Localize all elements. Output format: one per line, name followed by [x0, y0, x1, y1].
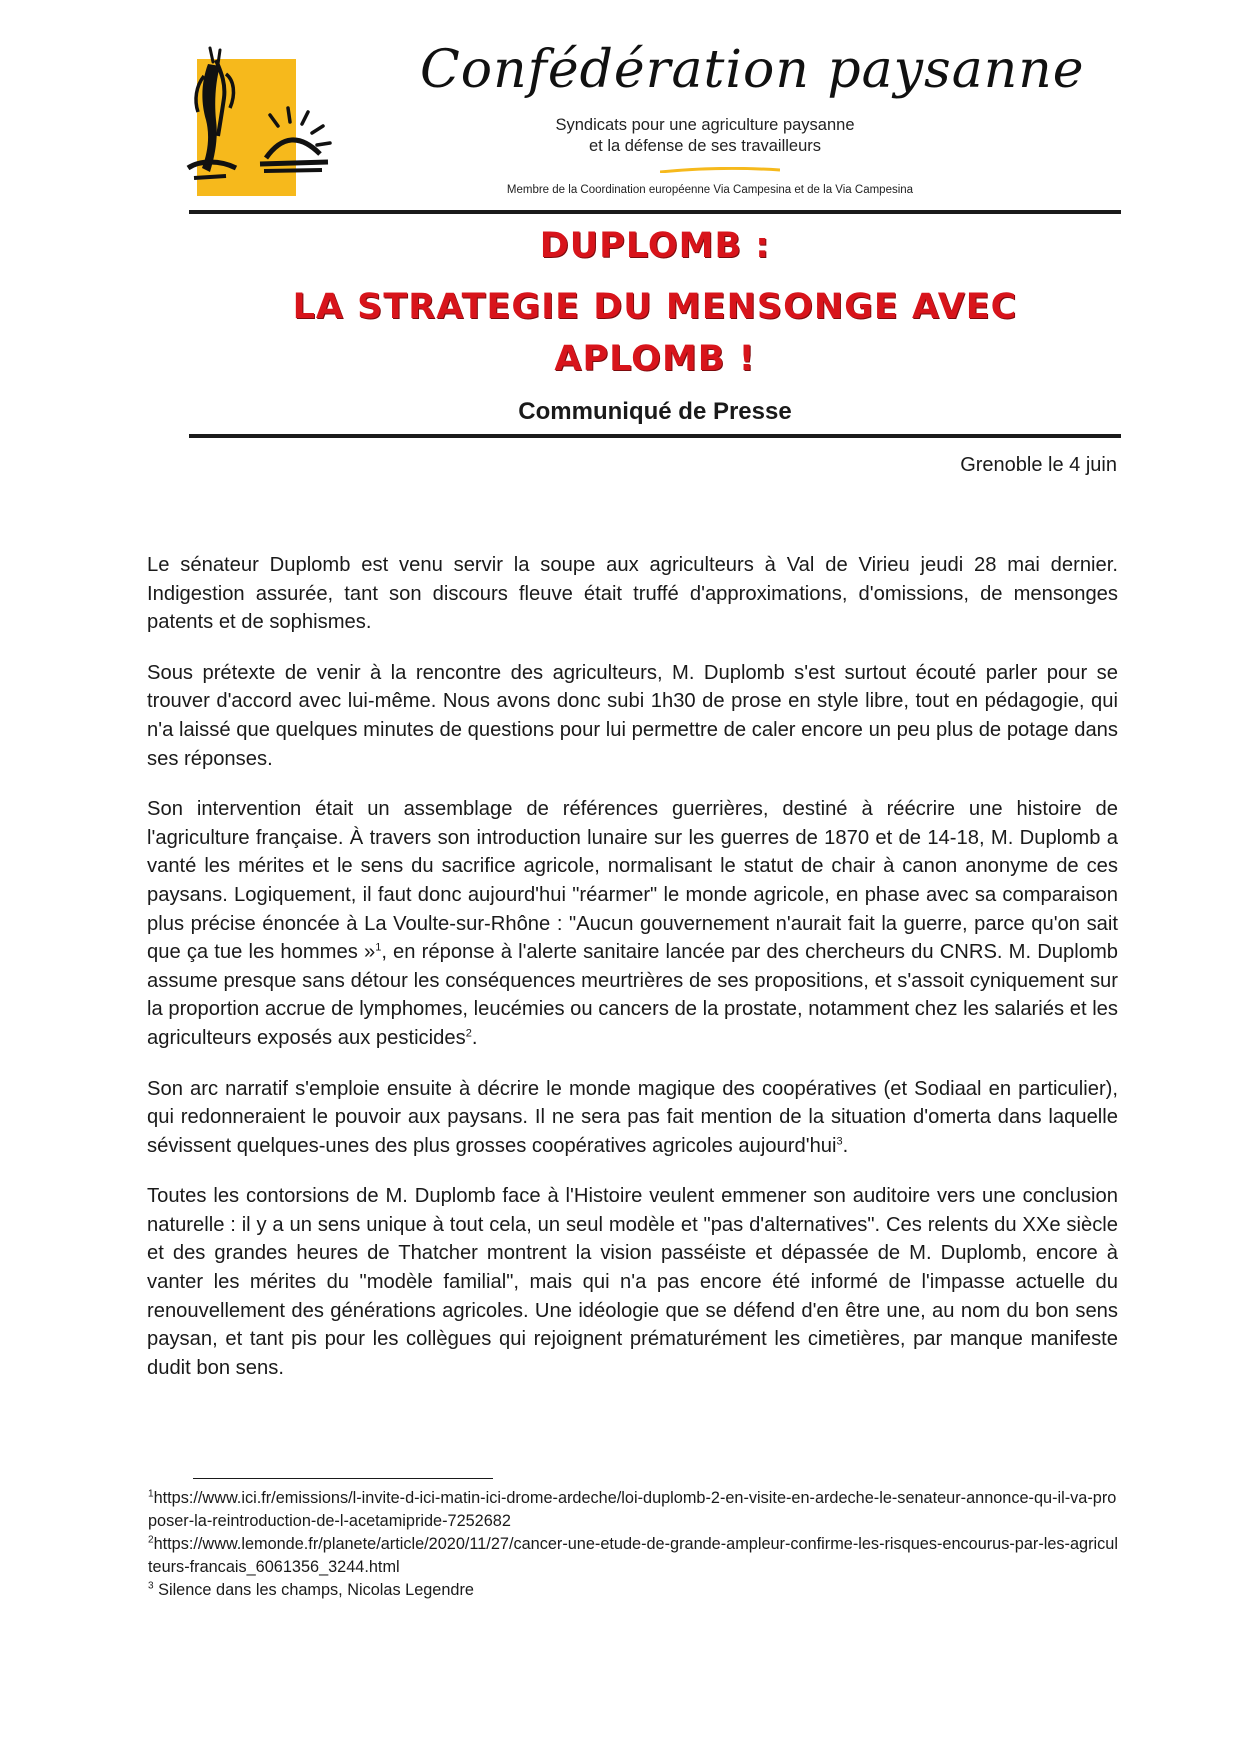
organization-name: Confédération paysanne — [420, 40, 1085, 100]
paragraph-3 — [147, 795, 1118, 1052]
footnotes — [148, 1487, 1118, 1602]
paragraph-4 — [147, 1075, 1118, 1161]
footnote-link[interactable]: https://www.ici.fr/emissions/l-invite-d-ici-matin-ici-drome-ardeche/loi-duplomb-2-en-visite-en-ardeche-le-senateur-annonce-qu-il-va-proposer-la-reintroduction-de-l-acetamipride-7252682 — [148, 1489, 1117, 1530]
membership-line: Membre de la Coordination européenne Via Campesina et de la Via Campesina — [506, 184, 914, 196]
footnote-2 — [148, 1533, 1118, 1579]
tagline-underline-swoosh — [660, 167, 780, 173]
title-divider — [189, 434, 1121, 438]
footnote-text: Silence dans les champs, Nicolas Legendre — [153, 1581, 474, 1599]
press-release-body — [147, 551, 1118, 1404]
footnote-3 — [148, 1579, 1118, 1602]
footnote-number: 1 — [148, 1488, 154, 1500]
headline-line2: LA STRATEGIE DU MENSONGE AVEC — [292, 287, 1018, 327]
paragraph-4-part-b: . — [842, 1134, 849, 1157]
place-date: Grenoble le 4 juin — [960, 454, 1117, 476]
paragraph-3-part-a: Son intervention était un assemblage de références guerrières, destiné à réécrire une histoire de l'agriculture française. À travers son introduction lunaire sur les guerres de 1870 et de 14-18, M. Duplomb a vanté les mérites et le sens du sacrifice agricole, normalisant le statut de chair à canon anonyme de ces paysans. Logiquement, il faut donc aujourd'hui "réarmer" le monde agricole, en phase avec sa comparaison plus précise énoncée à La Voulte-sur-Rhône : "Aucun gouvernement n'aurait fait la guerre, parce qu'on sait que ça tue les hommes » — [147, 798, 1118, 964]
paragraph-3-part-b: , en réponse à l'alerte sanitaire lancée par des chercheurs du CNRS. M. Duplomb assume presque sans détour les conséquences meurtrières de ses propositions, et s'assoit cyniquement sur la proportion accrue de lymphomes, leucémies ou cancers de la prostate, notamment chez les salariés et les agriculteurs exposés aux pesticides — [147, 941, 1118, 1049]
paragraph-5: Toutes les contorsions de M. Duplomb face à l'Histoire veulent emmener son auditoire vers une conclusion naturelle : il y a un sens unique à tout cela, un seul modèle et "pas d'alternatives". Ces relents du XXe siècle et des grandes heures de Thatcher montrent la vision passéiste et dépassée de M. Duplomb, encore à vanter les mérites du "modèle familial", mais qui n'a pas encore été informé de l'impasse actuelle du renouvellement des générations agricoles. Une idéologie que se défend d'en être une, au nom du bon sens paysan, et tant pis pour les collègues qui rejoignent prématurément les cimetières, par manque manifeste dudit bon sens. — [147, 1185, 1118, 1379]
footnote-1 — [148, 1487, 1118, 1533]
paragraph-1: Le sénateur Duplomb est venu servir la soupe aux agriculteurs à Val de Virieu jeudi 28 mai dernier. Indigestion assurée, tant son discours fleuve était truffé d'approximations, d'omissions, de mensonges patents et de sophismes. — [147, 554, 1118, 634]
footnote-link[interactable]: https://www.lemonde.fr/planete/article/2020/11/27/cancer-une-etude-de-grande-ampleur-confirme-les-risques-encourus-par-les-agriculteurs-francais_6061356_3244.html — [148, 1535, 1118, 1576]
organization-tagline-line2: et la défense de ses travailleurs — [588, 137, 822, 155]
headline-line3: APLOMB ! — [554, 339, 756, 379]
footnote-separator — [193, 1478, 493, 1479]
header-divider — [189, 210, 1121, 214]
footnote-number: 2 — [148, 1534, 154, 1546]
paragraph-3-part-c: . — [471, 1026, 478, 1049]
footnote-number: 3 — [148, 1580, 154, 1592]
paragraph-4-part-a: Son arc narratif s'emploie ensuite à décrire le monde magique des coopératives (et Sodiaal en particulier), qui redonneraient le pouvoir aux paysans. Il ne sera pas fait mention de la situation d'omerta dans laquelle sévissent quelques-unes des plus grosses coopératives agricoles aujourd'hui — [147, 1077, 1118, 1157]
headline-line1: DUPLOMB : — [539, 226, 771, 266]
wheat-sun-logo-icon — [180, 40, 340, 200]
document-type: Communiqué de Presse — [518, 398, 792, 425]
paragraph-2: Sous prétexte de venir à la rencontre des agriculteurs, M. Duplomb s'est surtout écouté parler pour se trouver d'accord avec lui-même. Nous avons donc subi 1h30 de prose en style libre, tout en pédagogie, qui n'a laissé que quelques minutes de questions pour lui permettre de caler encore un peu plus de potage dans ses réponses. — [147, 661, 1118, 770]
footnote-ref-3: 3 — [836, 1134, 843, 1147]
footnote-ref-2: 2 — [465, 1027, 472, 1040]
footnote-ref-1: 1 — [375, 941, 382, 954]
organization-tagline-line1: Syndicats pour une agriculture paysanne — [555, 116, 855, 134]
